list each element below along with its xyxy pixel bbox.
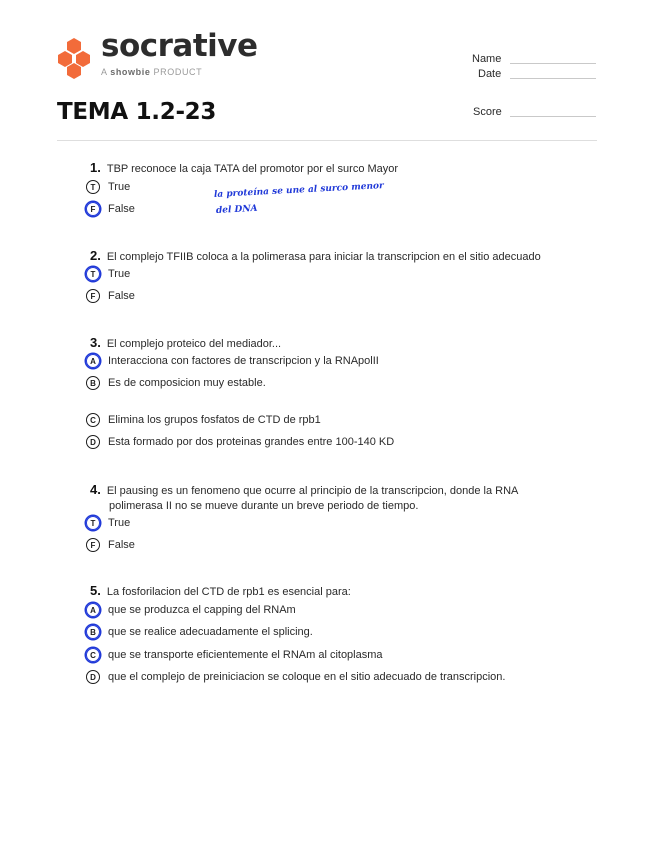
question-4: 4. El pausing es un fenomeno que ocurre al principio de la transcripcion, donde la RNA polimerasa II no se mueve durante un breve periodo de tiempo. xyxy=(90,482,518,512)
question-3: 3. El complejo proteico del mediador... xyxy=(90,335,282,350)
name-label: Name xyxy=(472,53,502,65)
header-divider xyxy=(57,140,597,141)
score-field[interactable] xyxy=(510,116,596,117)
socrative-logo xyxy=(57,28,258,82)
date-field[interactable] xyxy=(510,78,596,79)
page-title: TEMA 1.2-23 xyxy=(57,99,217,125)
question-1: 1. TBP reconoce la caja TATA del promotor por el surco Mayor xyxy=(90,160,399,175)
name-field[interactable] xyxy=(510,63,596,64)
question-2: 2. El complejo TFIIB coloca a la polimerasa para iniciar la transcripcion en el sitio adecuado xyxy=(90,248,541,263)
brand-subtitle: A showbie PRODUCT xyxy=(101,67,203,77)
handwritten-note-line-2: del DNA xyxy=(215,203,258,216)
question-5: 5. La fosforilacion del CTD de rpb1 es esencial para: xyxy=(90,583,351,598)
score-label: Score xyxy=(473,106,502,118)
brand-name: socrative xyxy=(101,28,258,64)
hexagon-cluster-icon xyxy=(57,37,91,79)
date-label: Date xyxy=(478,68,502,80)
handwritten-note-line-1: la proteína se une al surco menor xyxy=(213,181,385,200)
